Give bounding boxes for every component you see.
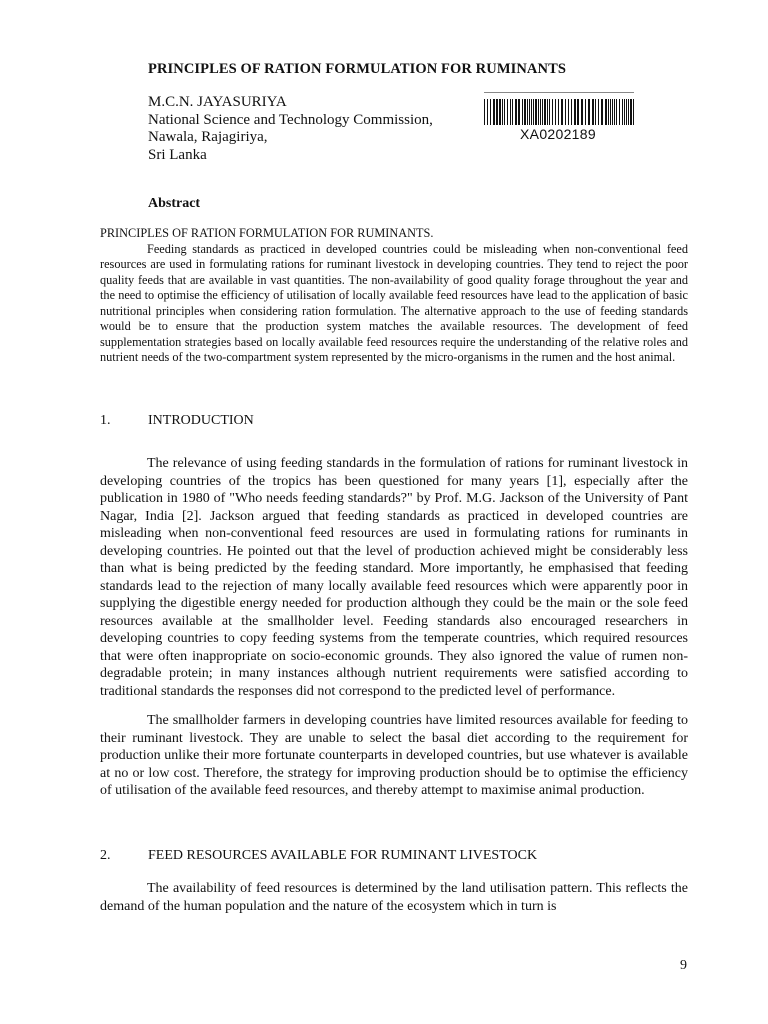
barcode-rule xyxy=(484,92,634,93)
abstract-body xyxy=(100,226,688,366)
author-name: M.C.N. JAYASURIYA xyxy=(148,94,287,110)
barcode-block xyxy=(484,92,640,142)
abstract-heading: Abstract xyxy=(148,196,201,211)
section-number: 2. xyxy=(100,848,111,863)
section-introduction-body xyxy=(100,455,688,800)
abstract-subtitle: PRINCIPLES OF RATION FORMULATION FOR RUMINANTS. xyxy=(100,226,434,240)
author-block xyxy=(148,94,433,164)
section-title: FEED RESOURCES AVAILABLE FOR RUMINANT LIVESTOCK xyxy=(148,848,538,863)
section-number: 1. xyxy=(100,413,111,428)
section-heading-introduction xyxy=(100,413,254,429)
section-heading-feed-resources xyxy=(100,848,537,864)
author-address-line1: Nawala, Rajagiriya, xyxy=(148,129,268,145)
page-number: 9 xyxy=(680,958,687,973)
section-feed-resources-body xyxy=(100,880,688,915)
section-title: INTRODUCTION xyxy=(148,413,254,428)
paragraph: The relevance of using feeding standards in the formulation of rations for ruminant livestock in developing countries of the tropics has been questioned for many years [1], especially after the publication in 1980 of "Who needs feeding standards?" by Prof. M.G. Jackson of the University of Pant Nagar, India [2]. Jackson argued that feeding standards as practiced in developed countries are misleading when non-conventional feed resources are used in formulating rations for ruminants in developing countries. He pointed out that the level of production achieved might be considerably less than what is being predicted by the feeding standard. More importantly, he emphasised that feeding standards lead to the rejection of many locally available feed resources which were apparently poor in supplying the digestible energy needed for production although they could be the main or the sole feed resources available at the smallholder level. Feeding standards also encouraged researchers in developing countries to copy feeding systems from the temperate countries, which required resources that were often inappropriate on socio-economic grounds. They also ignored the value of rumen non-degradable protein; in many instances although nutrient requirements were satisfied according to traditional standards the responses did not correspond to the predicted level of performance. xyxy=(100,456,688,699)
paragraph: The smallholder farmers in developing countries have limited resources available for feeding to their ruminant livestock. They are unable to select the basal diet according to the requirement for production unlike their more fortunate counterparts in developed countries, but use whatever is available at no or low cost. Therefore, the strategy for improving production should be to optimise the efficiency of utilisation of the available feed resources, and thereby attempt to maximise animal production. xyxy=(100,713,688,798)
document-title: PRINCIPLES OF RATION FORMULATION FOR RUMINANTS xyxy=(148,61,566,77)
author-address-line2: Sri Lanka xyxy=(148,146,207,163)
barcode-id: XA0202189 xyxy=(520,126,596,142)
paragraph: The availability of feed resources is determined by the land utilisation pattern. This reflects the demand of the human population and the nature of the ecosystem which in turn is xyxy=(100,881,688,914)
barcode-icon xyxy=(484,99,640,125)
abstract-text: Feeding standards as practiced in developed countries could be misleading when non-conventional feed resources are used in formulating rations for ruminant livestock in developing countries. They tend to reject the poor quality feeds that are available in vast quantities. The non-availability of good quality forage throughout the year and the need to optimise the efficiency of utilisation of locally available feed resources have lead to the application of basic nutritional principles when considering ration formulation. The alternative approach to the use of feeding standards would be to ensure that the production system matches the available resources. The development of feed supplementation strategies based on locally available feed resources require the understanding of the relative roles and nutrient needs of the two-compartment system represented by the micro-organisms in the rumen and the host animal. xyxy=(100,241,688,364)
author-affiliation: National Science and Technology Commission, xyxy=(148,111,433,128)
